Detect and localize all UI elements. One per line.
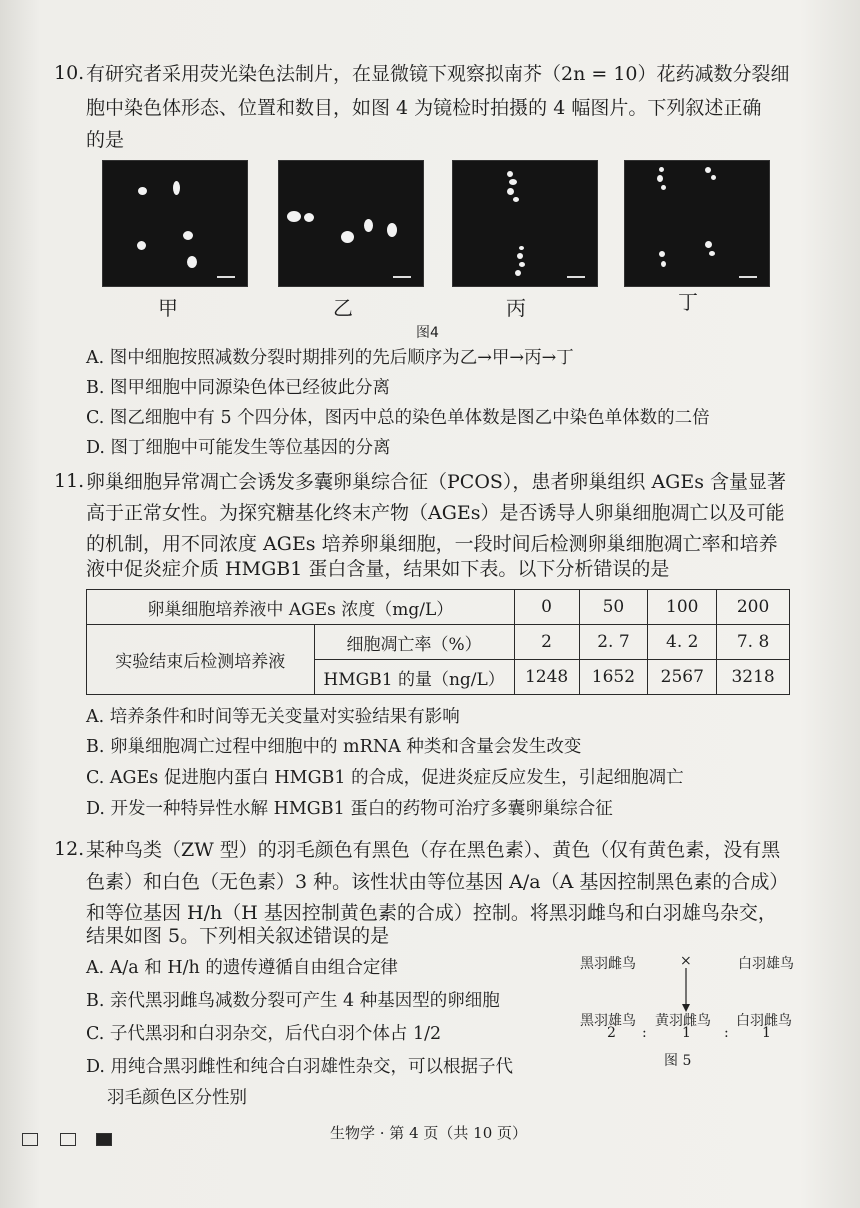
table-header-label: 卵巢细胞培养液中 AGEs 浓度（mg/L） bbox=[87, 590, 515, 625]
q10-option-d: D. 图丁细胞中可能发生等位基因的分离 bbox=[86, 438, 391, 458]
label-bing: 丙 bbox=[506, 296, 526, 320]
figure4-caption: 图4 bbox=[416, 325, 439, 341]
table-row bbox=[87, 590, 790, 625]
micrograph-yi bbox=[278, 160, 424, 287]
q12-option-d-continued: 羽毛颜色区分性别 bbox=[107, 1088, 247, 1108]
q10-option-c: C. 图乙细胞中有 5 个四分体，图丙中总的染色单体数是图乙中染色单体数的二倍 bbox=[86, 408, 710, 428]
micrograph-jia bbox=[102, 160, 248, 287]
table-conc: 200 bbox=[717, 590, 790, 625]
q11-option-a: A. 培养条件和时间等无关变量对实验结果有影响 bbox=[86, 707, 460, 727]
cross-arrow-icon bbox=[676, 968, 696, 1014]
table-cell: 1652 bbox=[579, 660, 648, 695]
q11-line1: 卵巢细胞异常凋亡会诱发多囊卵巢综合征（PCOS），患者卵巢组织 AGEs 含量显著 bbox=[86, 471, 787, 493]
q10-line1: 有研究者采用荧光染色法制片，在显微镜下观察拟南芥（2n = 10）花药减数分裂细 bbox=[86, 63, 790, 85]
cross-parent-female: 黑羽雌鸟 bbox=[580, 956, 636, 972]
ratio-value: 1 bbox=[682, 1025, 691, 1041]
table-conc: 0 bbox=[514, 590, 579, 625]
table-cell: 4. 2 bbox=[648, 625, 717, 660]
cross-symbol: × bbox=[680, 953, 692, 969]
table-cell: 2 bbox=[514, 625, 579, 660]
cross-parent-male: 白羽雄鸟 bbox=[738, 956, 794, 972]
table-cell: 3218 bbox=[717, 660, 790, 695]
label-yi: 乙 bbox=[333, 296, 353, 320]
table-cell: 7. 8 bbox=[717, 625, 790, 660]
q12-line3: 和等位基因 H/h（H 基因控制黄色素的合成）控制。将黑羽雌鸟和白羽雄鸟杂交， bbox=[86, 902, 777, 924]
q10-number: 10. bbox=[54, 62, 85, 84]
label-ding: 丁 bbox=[678, 290, 698, 314]
offspring-black-male: 黑羽雄鸟 bbox=[580, 1013, 636, 1029]
margin-box-filled bbox=[96, 1133, 112, 1146]
ratio-value: 1 bbox=[762, 1025, 771, 1041]
q12-option-b: B. 亲代黑羽雌鸟减数分裂可产生 4 种基因型的卵细胞 bbox=[86, 991, 500, 1011]
q12-option-d: D. 用纯合黑羽雌性和纯合白羽雄性杂交，可以根据子代 bbox=[86, 1057, 514, 1077]
q10-line3: 的是 bbox=[86, 129, 125, 151]
ages-data-table bbox=[86, 589, 790, 695]
micrograph-bing bbox=[452, 160, 598, 287]
label-jia: 甲 bbox=[158, 296, 178, 320]
table-row bbox=[87, 625, 790, 660]
table-row-label: HMGB1 的量（ng/L） bbox=[314, 660, 514, 695]
q10-option-a: A. 图中细胞按照减数分裂时期排列的先后顺序为乙→甲→丙→丁 bbox=[86, 348, 574, 368]
q11-line4: 液中促炎症介质 HMGB1 蛋白含量，结果如下表。以下分析错误的是 bbox=[86, 558, 670, 580]
micrograph-ding bbox=[624, 160, 770, 287]
table-group-label: 实验结束后检测培养液 bbox=[87, 625, 315, 695]
q11-number: 11. bbox=[54, 470, 85, 492]
table-conc: 100 bbox=[648, 590, 717, 625]
q12-number: 12. bbox=[54, 838, 85, 860]
margin-box bbox=[22, 1133, 38, 1146]
figure5-caption: 图 5 bbox=[664, 1053, 692, 1069]
q10-option-b: B. 图甲细胞中同源染色体已经彼此分离 bbox=[86, 378, 390, 398]
table-conc: 50 bbox=[579, 590, 648, 625]
page-footer: 生物学 · 第 4 页（共 10 页） bbox=[330, 1124, 528, 1142]
q11-line2: 高于正常女性。为探究糖基化终末产物（AGEs）是否诱导人卵巢细胞凋亡以及可能 bbox=[86, 502, 785, 524]
q12-option-c: C. 子代黑羽和白羽杂交，后代白羽个体占 1/2 bbox=[86, 1024, 442, 1044]
offspring-white-female: 白羽雌鸟 bbox=[736, 1013, 792, 1029]
q12-option-a: A. A/a 和 H/h 的遗传遵循自由组合定律 bbox=[86, 958, 398, 978]
q11-option-b: B. 卵巢细胞凋亡过程中细胞中的 mRNA 种类和含量会发生改变 bbox=[86, 737, 582, 757]
q12-line1: 某种鸟类（ZW 型）的羽毛颜色有黑色（存在黑色素）、黄色（仅有黄色素，没有黑 bbox=[86, 839, 781, 861]
ratio-value: 2 bbox=[607, 1025, 616, 1041]
offspring-yellow-female: 黄羽雌鸟 bbox=[655, 1013, 711, 1029]
q12-line2: 色素）和白色（无色素）3 种。该性状由等位基因 A/a（A 基因控制黑色素的合成） bbox=[86, 871, 789, 893]
q11-line3: 的机制，用不同浓度 AGEs 培养卵巢细胞，一段时间后检测卵巢细胞凋亡率和培养 bbox=[86, 533, 778, 555]
q12-line4: 结果如图 5。下列相关叙述错误的是 bbox=[86, 925, 390, 947]
q11-option-d: D. 开发一种特异性水解 HMGB1 蛋白的药物可治疗多囊卵巢综合征 bbox=[86, 799, 613, 819]
table-cell: 2. 7 bbox=[579, 625, 648, 660]
table-row-label: 细胞凋亡率（%） bbox=[314, 625, 514, 660]
table-cell: 2567 bbox=[648, 660, 717, 695]
q10-line2: 胞中染色体形态、位置和数目，如图 4 为镜检时拍摄的 4 幅图片。下列叙述正确 bbox=[86, 97, 762, 119]
table-cell: 1248 bbox=[514, 660, 579, 695]
q11-option-c: C. AGEs 促进胞内蛋白 HMGB1 的合成，促进炎症反应发生，引起细胞凋亡 bbox=[86, 768, 684, 788]
ratio-colon: : bbox=[724, 1025, 729, 1041]
margin-box bbox=[60, 1133, 76, 1146]
ratio-colon: : bbox=[642, 1025, 647, 1041]
